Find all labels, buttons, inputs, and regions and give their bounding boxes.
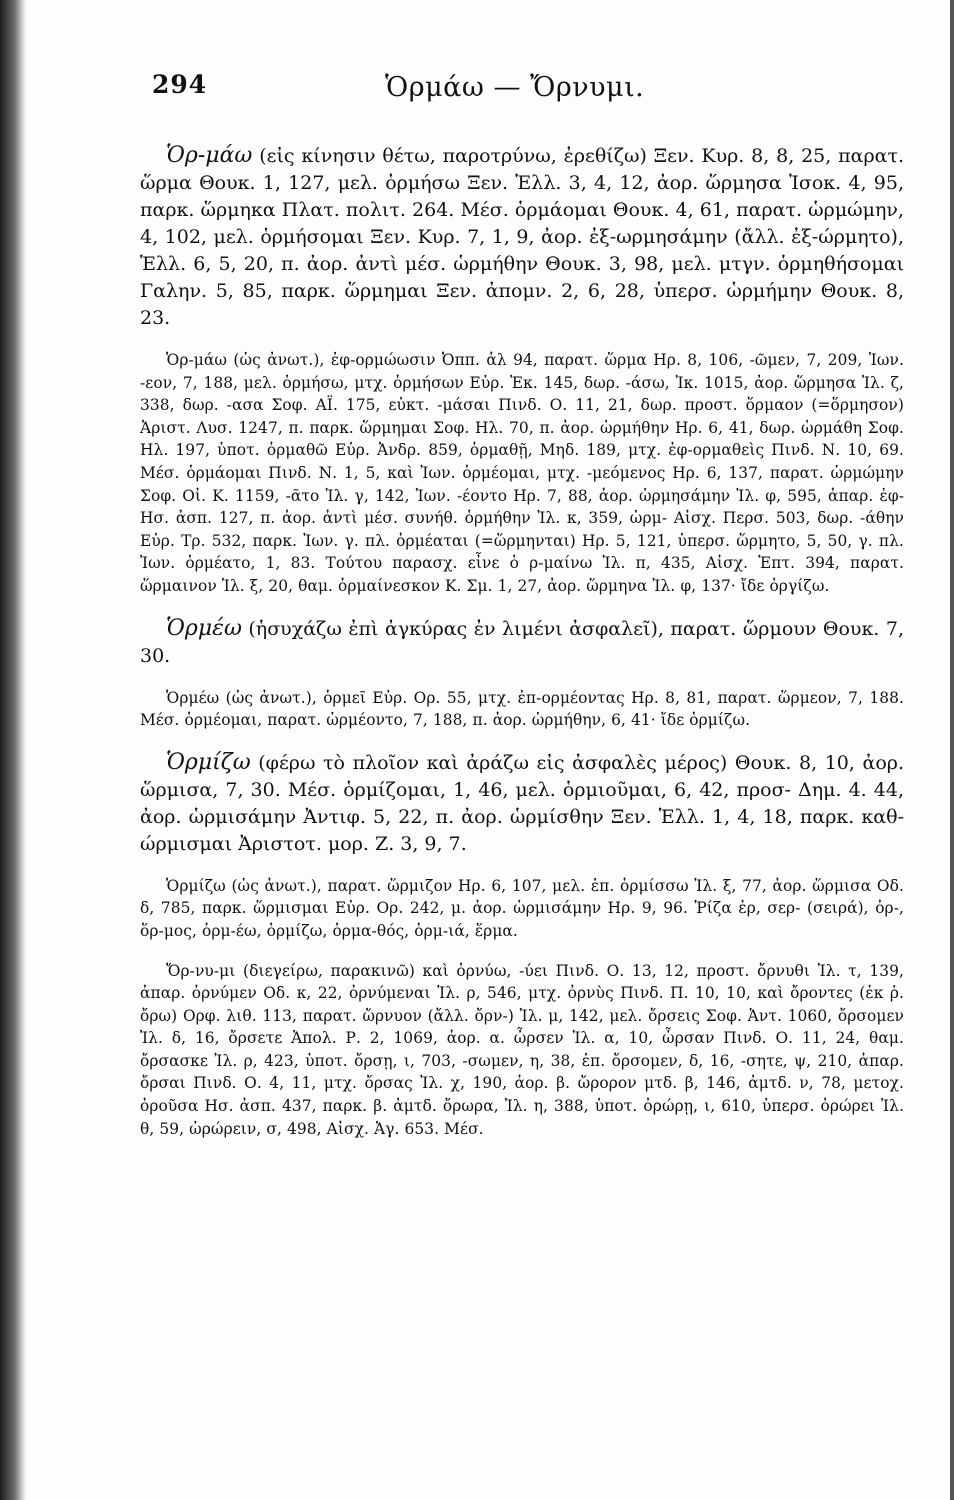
headword: Ὁρ-μάω [166,143,253,168]
entry-text: (εἰς κίνησιν θέτω, παροτρύνω, ἐρεθίζω) Ξεν. Κυρ. 8, 8, 25, παρατ. ὥρμα Θουκ. 1, 127, μελ. ὁρμήσω Ξεν. Ἑλλ. 3, 4, 12, ἀορ. ὥρμησα Ἰσοκ. 4, 95, παρκ. ὥρμηκα Πλατ. πολιτ. 264. Μέσ. ὁρμάομαι Θουκ. 4, 61, παρατ. ὡρμώμην, 4, 102, μελ. ὁρμήσομαι Ξεν. Κυρ. 7, 1, 9, ἀορ. ἐξ-ωρμησάμην (ἄλλ. ἐξ-ώρμητο), Ἑλλ. 6, 5, 20, π. ἀορ. ἀντὶ μέσ. ὡρμήθην Θουκ. 3, 98, μελ. μτγν. ὁρμηθήσομαι Γαλην. 5, 85, παρκ. ὥρμημαι Ξεν. ἀπομν. 2, 6, 28, ὑπερσ. ὡρμήμην Θουκ. 8, 23. [140,145,904,329]
entry-text: Ὁρμέω (ὡς ἀνωτ.), ὁρμεῖ Εὐρ. Ορ. 55, μτχ. ἐπ-ορμέοντας Ηρ. 8, 81, παρατ. ὥρμεον, 7, 188. Μέσ. ὁρμέομαι, παρατ. ὡρμέοντο, 7, 188, π. ἀορ. ὡρμήθην, 6, 41· ἴδε ὁρμίζω. [140,688,904,730]
entry-ormao-dialectal [140,349,904,598]
entry-text: Ὁρμίζω (ὡς ἀνωτ.), παρατ. ὥρμιζον Ηρ. 6, 107, μελ. ἐπ. ὁρμίσσω Ἰλ. ξ, 77, ἀορ. ὥρμισα Οδ. δ, 785, παρκ. ὥρμισμαι Εὐρ. Ορ. 242, μ. ἀορ. ὡρμισάμην Ηρ. 9, 96. Ῥίζα ἐρ, σερ- (σειρά), ὀρ-, ὅρ-μος, ὁρμ-έω, ὁρμίζω, ὁρμα-θός, ὁρμ-ιά, ἕρμα. [140,876,904,940]
entry-text: Ὁρ-μάω (ὡς ἀνωτ.), ἐφ-ορμώωσιν Ὀππ. ἁλ 94, παρατ. ὥρμα Ηρ. 8, 106, -ῶμεν, 7, 209, Ἰων. -εον, 7, 188, μελ. ὁρμήσω, μτχ. ὁρμήσων Εὐρ. Ἑκ. 145, δωρ. -άσω, Ἰκ. 1015, ἀορ. ὥρμησα Ἰλ. ζ, 338, δωρ. -ασα Σοφ. ΑΪ. 175, εὐκτ. -μάσαι Πινδ. Ο. 11, 21, δωρ. προστ. ὅρμαον (=ὅρμησον) Ἀριστ. Λυσ. 1247, π. παρκ. ὥρμημαι Σοφ. Ηλ. 70, π. ἀορ. ὡρμήθην Ηρ. 6, 41, δωρ. ὡρμάθη Σοφ. Ηλ. 197, ὑποτ. ὁρμαθῶ Εὐρ. Ἀνδρ. 859, ὁρμαθῇ, Μηδ. 189, μτχ. ἐφ-ορμαθεὶς Πινδ. Ν. 10, 69. Μέσ. ὁρμάομαι Πινδ. Ν. 1, 5, καὶ Ἰων. ὁρμέομαι, μτχ. -μεόμενος Ηρ. 6, 137, παρατ. ὡρμώμην Σοφ. Οἰ. Κ. 1159, -ᾶτο Ἰλ. γ, 142, Ἰων. -έοντο Ηρ. 7, 88, ἀορ. ὡρμησάμην Ἰλ. φ, 595, ἀπαρ. ἐφ- Ησ. ἀσπ. 127, π. ἀορ. ἀντὶ μέσ. συνήθ. ὁρμήθην Ἰλ. κ, 359, ὡρμ- Αἰσχ. Περσ. 503, δωρ. -άθην Εὐρ. Τρ. 532, παρκ. Ἰων. γ. πλ. ὁρμέαται (=ὥρμηνται) Ηρ. 5, 121, ὑπερσ. ὥρμητο, 5, 50, γ. πλ. Ἰων. ὁρμέατο, 1, 83. Τούτου παρασχ. εἶνε ὁ ρ-μαίνω Ἰλ. π, 435, Αἰσχ. Ἑπτ. 394, παρατ. ὥρμαινον Ἰλ. ξ, 20, θαμ. ὁρμαίνεσκον Κ. Σμ. 1, 27, ἀορ. ὥρμηνα Ἰλ. φ, 137· ἴδε ὀργίζω. [140,351,904,595]
entry-text: (ἡσυχάζω ἐπὶ ἀγκύρας ἐν λιμένι ἀσφαλεῖ), παρατ. ὥρμουν Θουκ. 7, 30. [140,617,904,667]
page-edge-right [950,0,954,1500]
entry-ormao [140,142,904,332]
entry-ormeo [140,615,904,670]
page-edge-shadow [0,0,26,1500]
entry-ornymi [140,960,904,1141]
entry-ormeo-dialectal [140,687,904,732]
entry-text: (φέρω τὸ πλοῖον καὶ ἀράζω εἰς ἀσφαλὲς μέρος) Θουκ. 8, 10, ἀορ. ὥρμισα, 7, 30. Μέσ. ὁρμίζομαι, 1, 46, μελ. ὁρμιοῦμαι, 6, 42, προσ- Δημ. 4. 44, ἀορ. ὡρμισάμην Ἀντιφ. 5, 22, π. ἀορ. ὡρμίσθην Ξεν. Ἑλλ. 1, 4, 18, παρκ. καθ-ώρμισμαι Ἀριστοτ. μορ. Ζ. 3, 9, 7. [140,751,904,855]
headword: Ὁρμέω [166,615,242,641]
running-head [140,60,904,110]
page-number: 294 [152,70,208,99]
entry-ormizo [140,749,904,858]
page-title: Ὁρμάω — Ὄρνυμι. [385,72,645,103]
headword: Ὁρμίζω [166,749,251,775]
entry-ormizo-dialectal [140,875,904,943]
entry-text: Ὄρ-νυ-μι (διεγείρω, παρακινῶ) καὶ ὀρνύω, -ύει Πινδ. Ο. 13, 12, προστ. ὄρνυθι Ἰλ. τ, 139, ἀπαρ. ὀρνύμεν Οδ. κ, 22, ὀρνύμεναι Ἰλ. ρ, 546, μτχ. ὀρνὺς Πινδ. Π. 10, 10, καὶ ὄροντες (ἐκ ῥ. ὄρω) Ορφ. λιθ. 113, παρατ. ὤρνυον (ἄλλ. ὄρν-) Ἰλ. μ, 142, μελ. ὄρσεις Σοφ. Ἀντ. 1060, ὄρσομεν Ἰλ. δ, 16, ὄρσετε Ἀπολ. Ρ. 2, 1069, ἀορ. α. ὦρσεν Ἰλ. α, 10, ὦρσαν Πινδ. Ο. 11, 24, θαμ. ὄρσασκε Ἰλ. ρ, 423, ὑποτ. ὄρσῃ, ι, 703, -σωμεν, η, 38, ἐπ. ὄρσομεν, δ, 16, -σητε, ψ, 210, ἀπαρ. ὄρσαι Πινδ. Ο. 4, 11, μτχ. ὄρσας Ἰλ. χ, 190, ἀορ. β. ὤρορον μτδ. β, 146, ἀμτδ. ν, 78, μετοχ. ὀροῦσα Ησ. ἀσπ. 437, παρκ. β. ἀμτδ. ὄρωρα, Ἰλ. η, 388, ὑποτ. ὀρώρῃ, ι, 610, ὑπερσ. ὀρώρει Ἰλ. θ, 59, ὠρώρειν, σ, 498, Αἰσχ. Ἀγ. 653. Μέσ. [140,961,904,1138]
